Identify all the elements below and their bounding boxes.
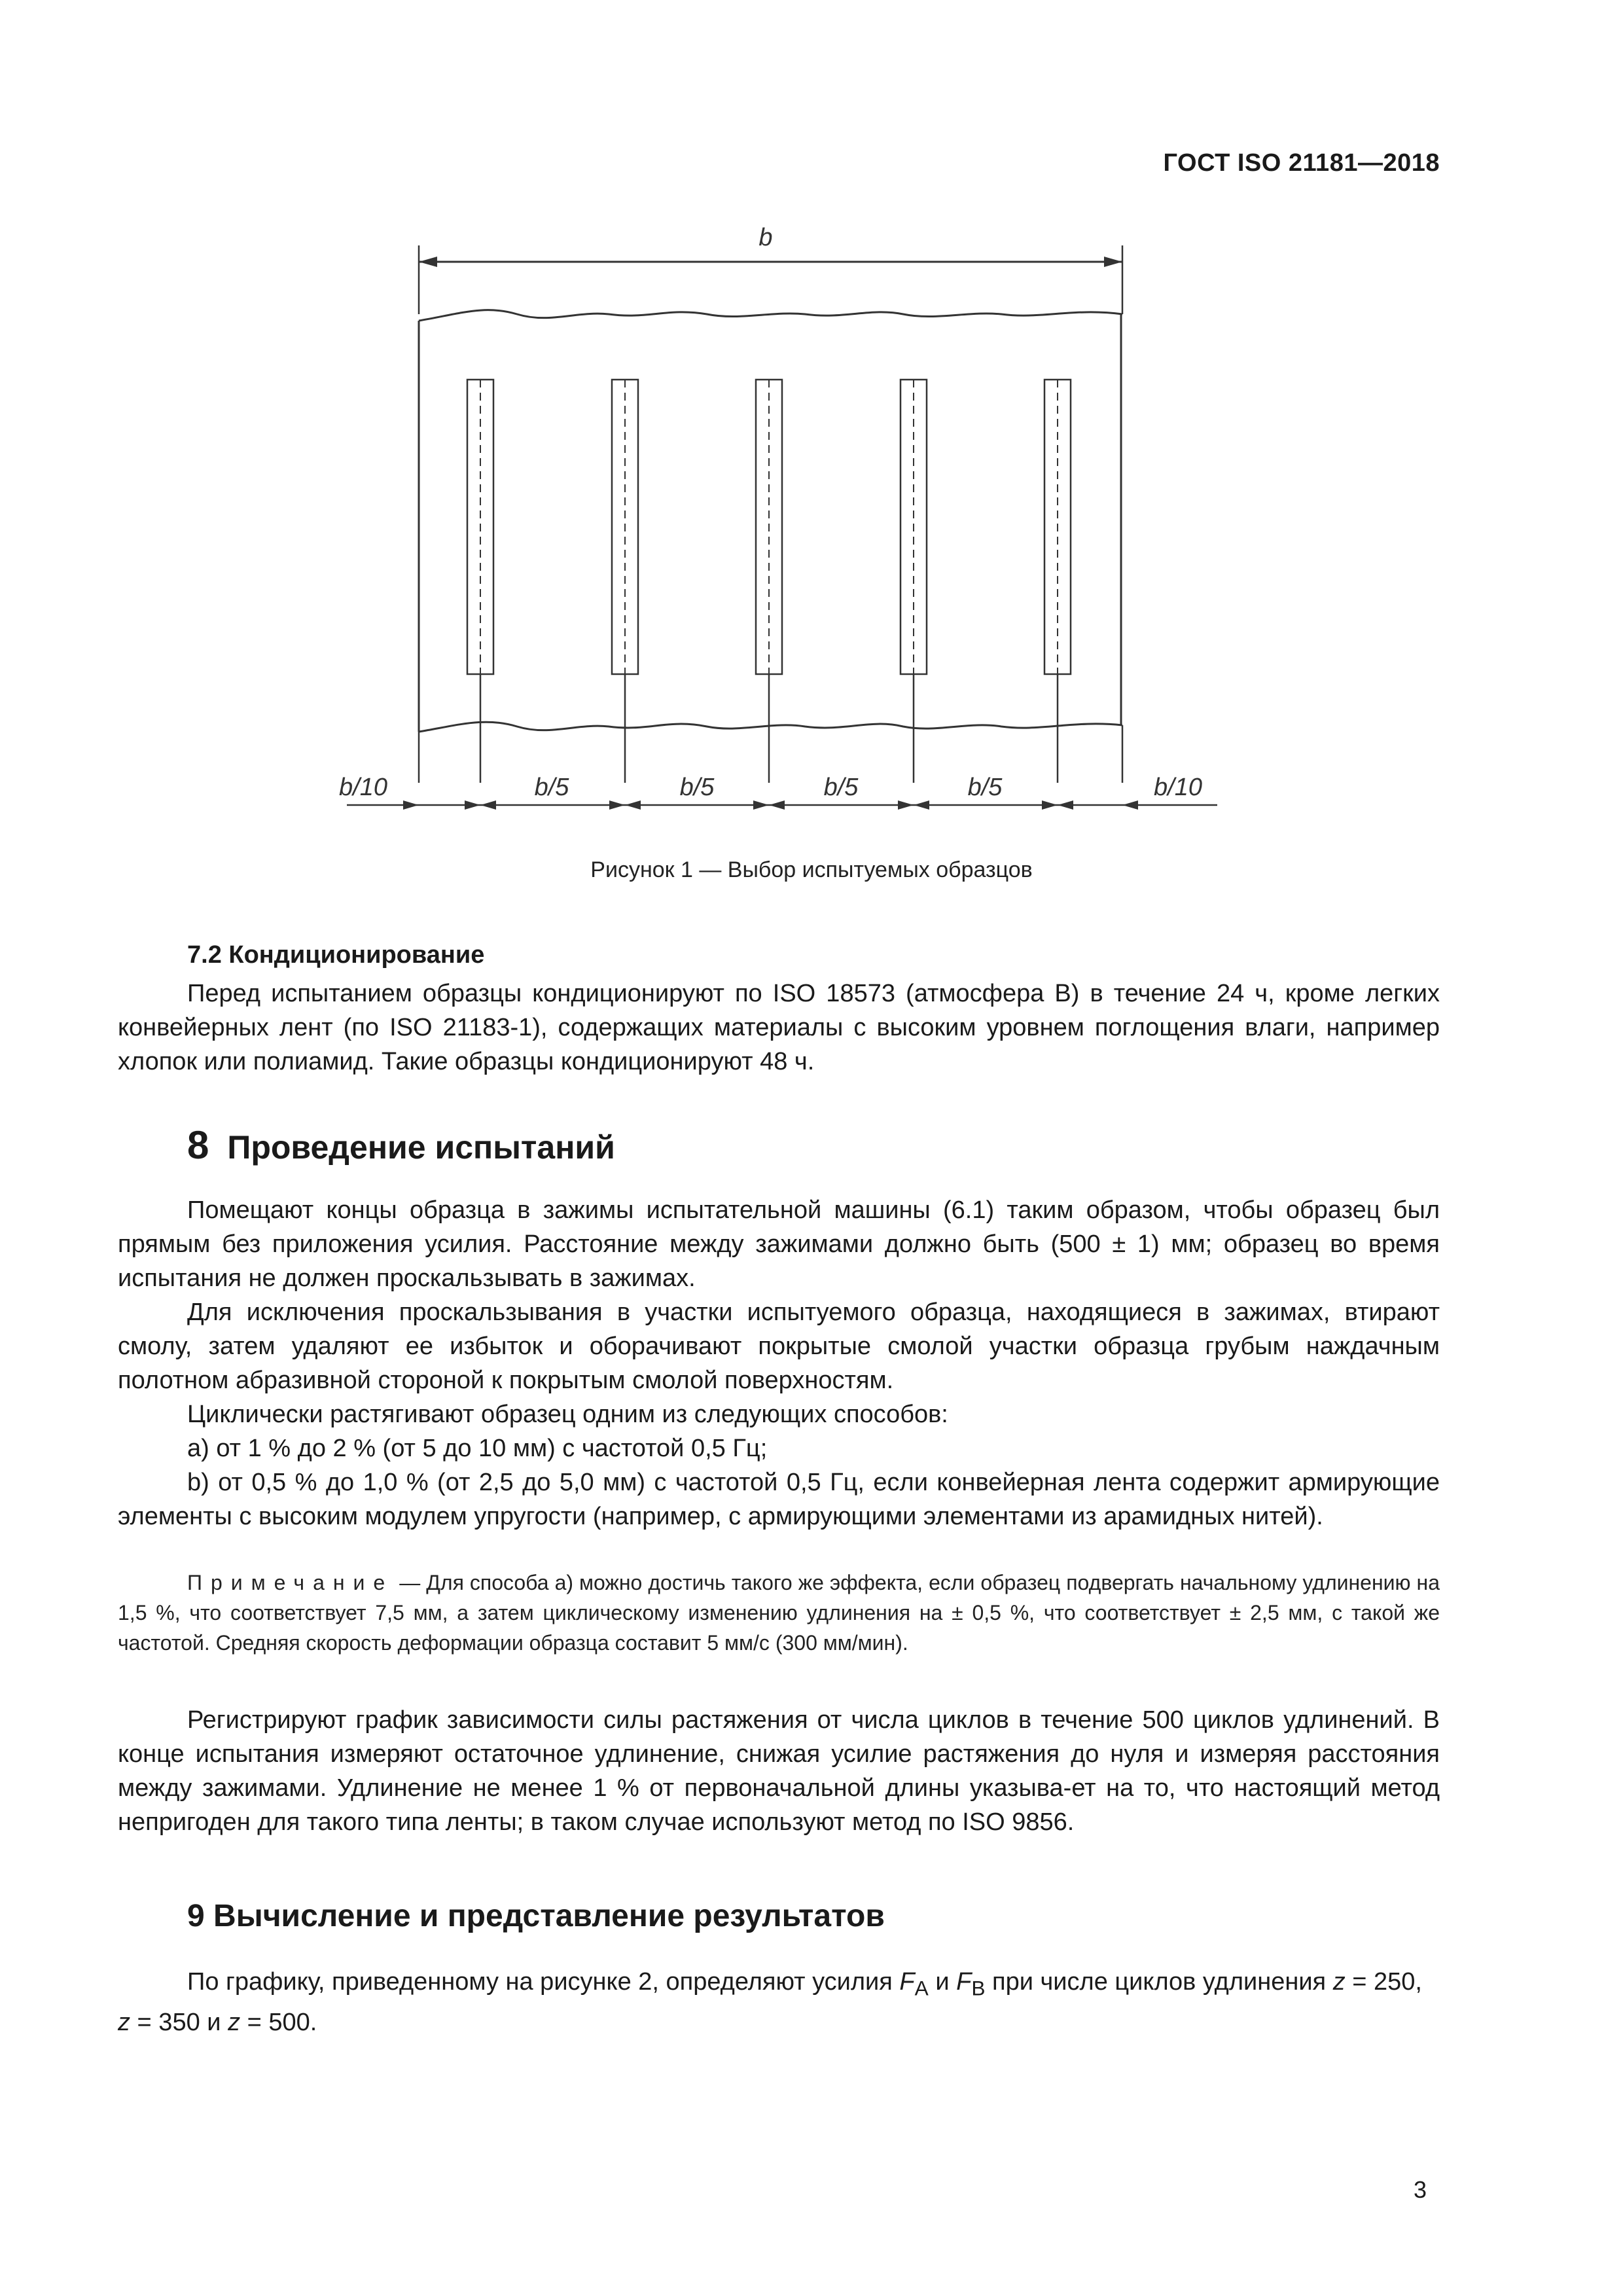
- z-symbol-2: z: [118, 2008, 130, 2036]
- dimension-b-arrow-left: [419, 257, 437, 267]
- spacing-label-4: b/5: [967, 774, 1003, 801]
- spacing-label-1: b/5: [534, 774, 569, 801]
- section-9-heading: 9 Вычисление и представление результатов: [187, 1899, 885, 1933]
- document-code: ГОСТ ISO 21181—2018: [1163, 149, 1440, 177]
- dimension-b-arrow-right: [1104, 257, 1122, 267]
- section-8-body: [118, 1193, 1440, 1534]
- page-number: 3: [1414, 2176, 1427, 2203]
- method-item-b: b) от 0,5 % до 1,0 % (от 2,5 до 5,0 мм) с частотой 0,5 Гц, если конвейерная лента содержит армирующие элементы с высоким модулем упругости (например, с армирующими элементами из арамидных нитей).: [118, 1469, 1440, 1530]
- force-fb-symbol: F: [956, 1968, 972, 1996]
- section-7-2-heading: 7.2 Кондиционирование: [187, 941, 485, 969]
- section-8-paragraph-2: Для исключения проскальзывания в участки испытуемого образца, находящиеся в зажимах, втирают смолу, затем удаляют ее избыток и оборачивают покрытые смолой участки образца грубым наждачным полотном абразивной стороной к покрытым смолой поверхностям.: [118, 1299, 1440, 1394]
- section-8-body-continued: [118, 1703, 1440, 1839]
- section-7-2-paragraph: Перед испытанием образцы кондиционируют по ISO 18573 (атмосфера В) в течение 24 ч, кроме легких конвейерных лент (по ISO 21183-1), содержащих материалы с высоким уровнем поглощения влаги, например хлопок или полиамид. Такие образцы кондиционируют 48 ч.: [118, 980, 1440, 1075]
- section-9-paragraph: По графику, приведенному на рисунке 2, определяют усилия $F_A$ и $F_B$ при числе циклов удлинения z = 250, z = 350 и z = 500.: [118, 1968, 1422, 2036]
- section-8-paragraph-1: Помещают концы образца в зажимы испытательной машины (6.1) таким образом, чтобы образец был прямым без приложения усилия. Расстояние между зажимами должно быть (500 ± 1) мм; образец во время испытания не должен проскальзывать в зажимах.: [118, 1196, 1440, 1292]
- figure-caption: Рисунок 1 — Выбор испытуемых образцов: [590, 857, 1033, 882]
- method-item-a: а) от 1 % до 2 % (от 5 до 10 мм) с частотой 0,5 Гц;: [187, 1435, 768, 1462]
- belt-bottom-edge: [419, 722, 1122, 732]
- spacing-label-2: b/5: [679, 774, 715, 801]
- dimension-b-label: b: [758, 224, 773, 251]
- force-fb-subscript: B: [971, 1976, 986, 2000]
- belt-top-edge: [419, 310, 1122, 321]
- spacing-label-3: b/5: [823, 774, 859, 801]
- force-fa-symbol: F: [899, 1968, 915, 1996]
- note-label: Примечание: [187, 1571, 394, 1594]
- note-text: — Для способа а) можно достичь такого же эффекта, если образец подвергать начальному удлинению на 1,5 %, что соответствует 7,5 мм, а затем циклическому изменению удлинения на ± 0,5 %, что соответствует ± 2,5 мм, с такой же частотой. Средняя скорость деформации образца составит 5 мм/с (300 мм/мин).: [118, 1571, 1440, 1655]
- spacing-label-right-edge: b/10: [1154, 774, 1202, 801]
- note-block: [118, 1568, 1440, 1658]
- z-symbol-3: z: [228, 2008, 241, 2036]
- section-8-paragraph-3: Циклически растягивают образец одним из следующих способов:: [187, 1401, 948, 1428]
- specimen-5: [1044, 380, 1071, 783]
- section-8-title: Проведение испытаний: [227, 1129, 615, 1166]
- specimen-4: [901, 380, 927, 783]
- specimen-2: [612, 380, 638, 783]
- section-8-paragraph-4: Регистрируют график зависимости силы растяжения от числа циклов в течение 500 циклов удлинений. В конце испытания измеряют остаточное удлинение, снижая усилие растяжения до нуля и измеряя расстояния между зажимами. Удлинение не менее 1 % от первоначальной длины указыва-ет на то, что настоящий метод непригоден для такого типа ленты; в таком случае используют метод по ISO 9856.: [118, 1706, 1440, 1836]
- section-7-2-body: [118, 977, 1440, 1079]
- force-fa-subscript: A: [914, 1976, 929, 2000]
- figure-specimen-selection: [0, 216, 1623, 844]
- z-symbol-1: z: [1332, 1968, 1346, 1996]
- specimen-3: [756, 380, 782, 783]
- section-8-number: 8: [187, 1123, 209, 1167]
- spacing-label-left-edge: b/10: [339, 774, 387, 801]
- section-8-heading: [187, 1122, 615, 1168]
- section-9-body: [118, 1965, 1440, 2039]
